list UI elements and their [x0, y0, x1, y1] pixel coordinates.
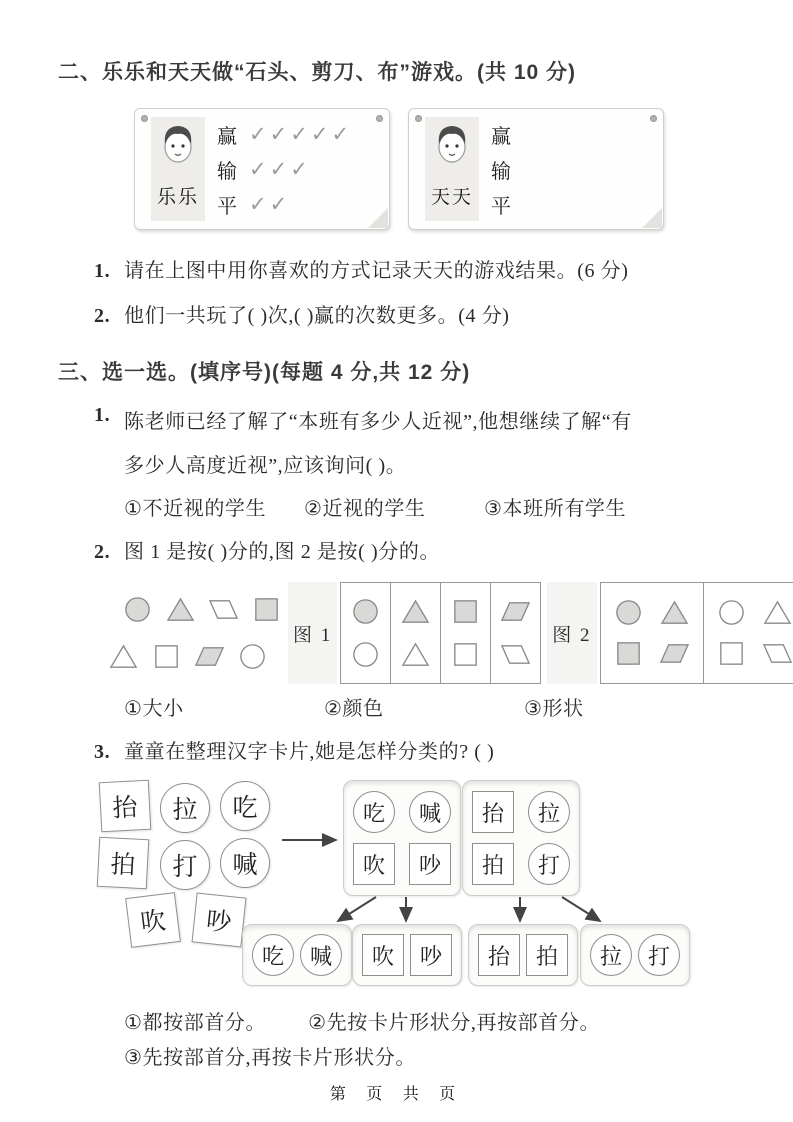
sorting-tray — [580, 924, 690, 986]
tally-label: 赢 — [217, 125, 237, 148]
circle-shape — [122, 594, 153, 625]
s3q3-options-line1 — [124, 1006, 743, 1035]
circle-shape — [613, 597, 644, 628]
tray-row — [243, 925, 351, 985]
fig2-cell — [601, 583, 704, 683]
player-panel — [151, 117, 205, 221]
fig1-column — [441, 583, 491, 683]
option: ②颜色 — [324, 698, 384, 720]
shape-row — [60, 641, 282, 672]
avatar — [156, 120, 200, 170]
hanzi-card: 打 — [638, 934, 680, 976]
hanzi-card: 拍 — [472, 843, 514, 885]
tray-row — [581, 925, 689, 985]
page-curl — [642, 208, 662, 228]
tally-rows — [491, 117, 653, 221]
para-shape — [208, 594, 239, 625]
page-footer: 第 页 共 页 — [329, 1086, 464, 1103]
check-mark-icon: ✓ — [310, 122, 329, 146]
s3q1-options — [124, 492, 743, 521]
fig1-column — [491, 583, 540, 683]
tray-grid — [344, 781, 460, 895]
tray-row — [353, 925, 461, 985]
square-shape — [450, 596, 481, 627]
question-text: 请在上图中用你喜欢的方式记录天天的游戏结果。(6 分) — [124, 260, 629, 282]
option: ③先按部首分,再按卡片形状分。 — [124, 1047, 416, 1069]
option: ③形状 — [524, 698, 584, 720]
section2-question-2 — [94, 301, 743, 332]
child-avatar-icon — [156, 120, 200, 170]
player-panel — [425, 117, 479, 221]
section2-question-1 — [94, 256, 743, 287]
hanzi-card: 吵 — [410, 934, 452, 976]
square-shape — [450, 639, 481, 670]
child-avatar-icon — [430, 120, 474, 170]
section2-title: 二、乐乐和天天做“石头、剪刀、布”游戏。(共 10 分) — [58, 61, 577, 84]
hanzi-card: 打 — [160, 840, 210, 890]
shape-scatter — [60, 594, 282, 672]
question-number: 3. — [94, 741, 111, 763]
circle-shape — [350, 596, 381, 627]
fig2-cell — [704, 583, 793, 683]
check-mark-icon: ✓ — [249, 192, 267, 216]
hanzi-card: 吵 — [409, 843, 451, 885]
pin-icon — [141, 115, 148, 122]
option: ①都按部首分。 — [124, 1012, 267, 1034]
check-mark-icon: ✓ — [249, 122, 267, 146]
hanzi-card: 吹 — [125, 892, 181, 948]
option: ②先按卡片形状分,再按部首分。 — [308, 1012, 601, 1034]
avatar — [430, 120, 474, 170]
check-mark-icon: ✓ — [331, 122, 350, 146]
tally-card — [408, 108, 664, 230]
hanzi-card: 喊 — [220, 838, 270, 888]
question-line-2: 多少人高度近视”,应该询问( )。 — [124, 455, 407, 477]
tally-row — [217, 118, 379, 150]
hanzi-card: 抬 — [472, 791, 514, 833]
hanzi-card: 吵 — [192, 893, 247, 948]
option: ①不近视的学生 — [124, 498, 267, 520]
triangle-shape — [108, 641, 139, 672]
circle-shape — [716, 597, 747, 628]
hanzi-card: 拉 — [528, 791, 570, 833]
circle-shape — [237, 641, 268, 672]
fig1-column — [341, 583, 391, 683]
para-shape — [500, 639, 531, 670]
option: ①大小 — [124, 698, 184, 720]
pin-icon — [650, 115, 657, 122]
hanzi-card: 喊 — [409, 791, 451, 833]
hanzi-card: 吃 — [353, 791, 395, 833]
check-mark-icon: ✓ — [269, 122, 288, 146]
card-sorting-diagram — [90, 776, 792, 990]
tally-label: 输 — [491, 160, 511, 183]
tally-row — [217, 153, 379, 185]
square-shape — [716, 638, 747, 669]
check-mark-icon: ✓ — [269, 192, 288, 216]
hanzi-card: 抬 — [99, 780, 152, 833]
shape-row — [60, 594, 282, 625]
sorting-tray — [352, 924, 462, 986]
sorting-tray — [462, 780, 580, 896]
section3-question-2 — [94, 537, 743, 568]
question-number: 2. — [94, 305, 111, 327]
check-mark-icon: ✓ — [290, 157, 308, 181]
fig1-label: 图 1 — [288, 582, 337, 684]
section3-title: 三、选一选。(填序号)(每题 4 分,共 12 分) — [58, 361, 471, 384]
hanzi-card: 吹 — [362, 934, 404, 976]
question-text: 童童在整理汉字卡片,她是怎样分类的? ( ) — [124, 741, 495, 763]
section3-question-3 — [94, 737, 743, 768]
hanzi-card: 吃 — [220, 781, 270, 831]
check-mark-icon: ✓ — [249, 157, 267, 181]
hanzi-card: 吹 — [353, 843, 395, 885]
s3q3-options-line2 — [124, 1041, 743, 1070]
option: ③本班所有学生 — [484, 498, 627, 520]
fig1-box — [340, 582, 541, 684]
player-name: 乐乐 — [156, 187, 199, 208]
hanzi-card: 拉 — [590, 934, 632, 976]
s3q2-options — [124, 692, 743, 721]
question-text — [124, 400, 632, 488]
para-shape — [194, 641, 225, 672]
question-line-1: 陈老师已经了解了“本班有多少人近视”,他想继续了解“有 — [124, 411, 632, 433]
section3-question-1 — [94, 400, 743, 488]
tally-label: 输 — [217, 160, 237, 183]
hanzi-card: 吃 — [252, 934, 294, 976]
question-number: 1. — [94, 404, 111, 426]
sorting-tray — [242, 924, 352, 986]
tally-label: 平 — [491, 195, 511, 218]
tally-row — [217, 188, 379, 220]
fig1-column — [391, 583, 441, 683]
player-name: 天天 — [430, 187, 473, 208]
check-mark-icon: ✓ — [269, 157, 288, 181]
tray-row — [469, 925, 577, 985]
para-shape — [500, 596, 531, 627]
check-mark-icon: ✓ — [290, 122, 308, 146]
circle-shape — [350, 639, 381, 670]
para-shape — [659, 638, 690, 669]
tally-label: 赢 — [491, 125, 511, 148]
hanzi-card: 抬 — [478, 934, 520, 976]
page-curl — [368, 208, 388, 228]
hanzi-card: 拍 — [526, 934, 568, 976]
hanzi-card: 打 — [528, 843, 570, 885]
hanzi-card: 拉 — [160, 783, 210, 833]
triangle-shape — [165, 594, 196, 625]
triangle-shape — [762, 597, 793, 628]
option: ②近视的学生 — [304, 498, 426, 520]
question-text: 图 1 是按( )分的,图 2 是按( )分的。 — [124, 541, 441, 563]
pin-icon — [415, 115, 422, 122]
tally-row — [491, 118, 653, 150]
square-shape — [251, 594, 282, 625]
triangle-shape — [400, 639, 431, 670]
sorting-tray — [468, 924, 578, 986]
triangle-shape — [400, 596, 431, 627]
fig2-box — [600, 582, 793, 684]
pin-icon — [376, 115, 383, 122]
tray-grid — [463, 781, 579, 895]
tally-rows — [217, 117, 379, 221]
hanzi-card: 喊 — [300, 934, 342, 976]
sorting-tray — [343, 780, 461, 896]
shape-figure-row — [60, 582, 743, 684]
hanzi-card: 拍 — [97, 837, 150, 890]
triangle-shape — [659, 597, 690, 628]
tally-cards — [134, 108, 743, 230]
tally-label: 平 — [217, 195, 237, 218]
tally-row — [491, 153, 653, 185]
square-shape — [151, 641, 182, 672]
tally-card — [134, 108, 390, 230]
question-text: 他们一共玩了( )次,( )赢的次数更多。(4 分) — [124, 305, 510, 327]
fig2-label: 图 2 — [547, 582, 596, 684]
square-shape — [613, 638, 644, 669]
question-number: 2. — [94, 541, 111, 563]
question-number: 1. — [94, 260, 111, 282]
tally-row — [491, 188, 653, 220]
para-shape — [762, 638, 793, 669]
